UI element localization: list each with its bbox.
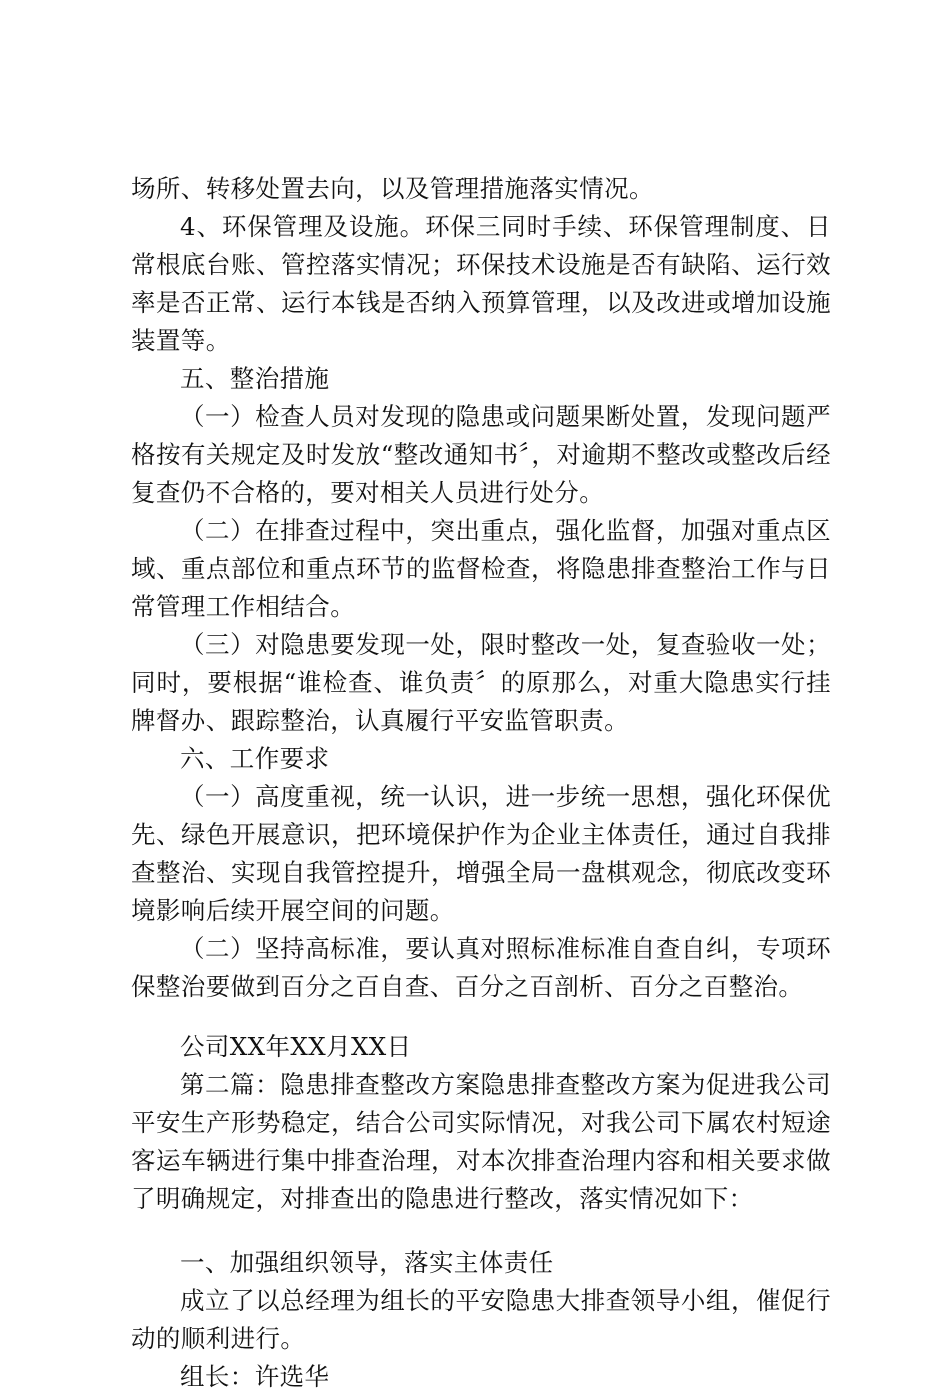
paragraph-6-2: （二）坚持高标准，要认真对照标准标准自查自纠，专项环保整治要做到百分之百自查、百分之百剖析、百分之百整治。: [131, 934, 831, 1001]
section-heading-6: 六、工作要求: [180, 744, 330, 773]
paragraph-5-1: （一）检查人员对发现的隐患或问题果断处置，发现问题严格按有关规定及时发放“整改通知书〞，对逾期不整改或整改后经复查仍不合格的，要对相关人员进行处分。: [131, 402, 831, 507]
paragraph-group-leader: 组长：许选华: [180, 1362, 330, 1391]
paragraph-continuation: 场所、转移处置去向，以及管理措施落实情况。: [131, 174, 654, 203]
paragraph-item-4: 4、环保管理及设施。环保三同时手续、环保管理制度、日常根底台账、管控落实情况；环保技术设施是否有缺陷、运行效率是否正常、运行本钱是否纳入预算管理，以及改进或增加设施装置等。: [131, 212, 831, 355]
signature-date: 公司XX年XX月XX日: [180, 1032, 412, 1061]
document-body: [131, 170, 831, 1396]
section-heading-5: 五、整治措施: [180, 364, 330, 393]
paragraph-5-3: （三）对隐患要发现一处，限时整改一处，复查验收一处；同时，要根据“谁检查、谁负责〞的原那么，对重大隐患实行挂牌督办、跟踪整治，认真履行平安监管职责。: [131, 630, 831, 735]
paragraph-5-2: （二）在排查过程中，突出重点，强化监督，加强对重点区域、重点部位和重点环节的监督检查，将隐患排查整治工作与日常管理工作相结合。: [131, 516, 831, 621]
paragraph-leadership-group: 成立了以总经理为组长的平安隐患大排查领导小组，催促行动的顺利进行。: [131, 1286, 831, 1353]
paragraph-part-two-intro: 第二篇：隐患排查整改方案隐患排查整改方案为促进我公司平安生产形势稳定，结合公司实际情况，对我公司下属农村短途客运车辆进行集中排查治理，对本次排查治理内容和相关要求做了明确规定，对排查出的隐患进行整改，落实情况如下：: [131, 1070, 831, 1213]
section-heading-part-two-1: 一、加强组织领导，落实主体责任: [180, 1248, 554, 1277]
paragraph-6-1: （一）高度重视，统一认识，进一步统一思想，强化环保优先、绿色开展意识，把环境保护作为企业主体责任，通过自我排查整治、实现自我管控提升，增强全局一盘棋观念，彻底改变环境影响后续开展空间的问题。: [131, 782, 831, 925]
